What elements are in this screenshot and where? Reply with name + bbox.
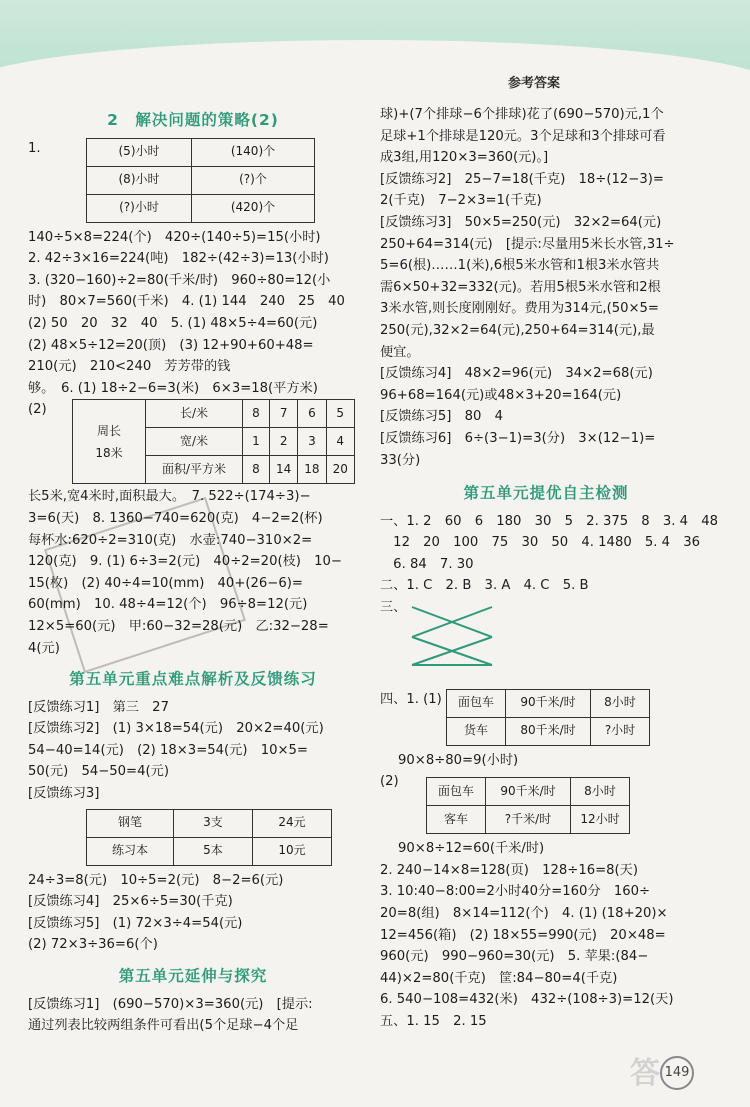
q4-label-2: (2) [380,774,399,790]
section-title-unit5-extension: 第五单元延伸与探究 [118,967,268,986]
text-line: 三、 [380,600,407,616]
q6-block [28,399,358,484]
text-line: 长5米,宽4米时,面积最大。 7. 522÷(174÷3)− [28,489,311,505]
table-cell: 面包车 [447,689,506,717]
text-line: 3米水管,则长度刚刚好。费用为314元,(50×5= [380,301,659,317]
table-cell: 6 [298,400,326,428]
text-line: [反馈练习2] (1) 3×18=54(元) 20×2=40(元) [28,721,324,737]
q6-side-label: 周长 18米 [73,400,146,484]
text-line: (2) 48×5÷12=20(顶) (3) 12+90+60+48= [28,337,314,353]
text-line: 120(克) 9. (1) 6÷3=2(元) 40÷2=20(枝) 10− [28,554,342,570]
table-cell: 80千米/时 [506,717,591,745]
table-cell: (?)个 [192,166,315,194]
q1-table [86,138,315,223]
text-line: 210(元) 210<240 芳芳带的钱 [28,359,231,375]
text-line: 足球+1个排球是120元。3个足球和3个排球可看 [380,128,666,144]
text-line: 20=8(组) 8×14=112(个) 4. (1) (18+20)× [380,906,668,922]
table-cell: 练习本 [87,837,174,865]
table-cell: 客车 [427,806,486,834]
table-cell: 90千米/时 [486,778,571,806]
lines-a-right [380,104,712,471]
q1-block [28,138,358,223]
text-line: [反馈练习3] [28,786,100,802]
text-line: 够。 6. (1) 18÷2−6=3(米) 6×3=18(平方米) [28,380,318,396]
lines-c [28,697,358,805]
lines-c-right [380,838,712,1032]
table-cell: (?)小时 [87,194,192,222]
table-cell: 2 [270,428,298,456]
lines-d [28,870,358,956]
table-cell: 货车 [447,717,506,745]
text-line: [反馈练习6] 6÷(3−1)=3(分) 3×(12−1)= [380,430,656,446]
text-line: [反馈练习5] 80 4 [380,409,503,425]
text-line: [反馈练习2] 25−7=18(千克) 18÷(12−3)= [380,171,664,187]
table-cell: 长/米 [146,400,243,428]
text-line: 2(千克) 7−2×3=1(千克) [380,193,542,209]
text-line: 一、1. 2 60 6 180 30 5 2. 375 8 3. 4 48 [380,513,719,529]
table-cell: 20 [326,456,354,484]
table-cell: 1 [243,428,270,456]
text-line: 3. 10:40−8:00=2小时40分=160分 160÷ [380,884,651,900]
text-line: [反馈练习5] (1) 72×3÷4=54(元) [28,915,243,931]
q1-label: 1. [28,140,41,156]
text-line: 15(枚) (2) 40÷4=10(mm) 40+(26−6)= [28,575,303,591]
lines-b [28,486,358,659]
text-line: 3=6(天) 8. 1360−740=620(克) 4−2=2(杯) [28,510,323,526]
text-line: 12=456(箱) (2) 18×55=990(元) 20×48= [380,927,666,943]
table-cell: ?小时 [591,717,650,745]
text-line: 需6×50+32=332(元)。若用5根5米水管和2根 [380,279,661,295]
text-line: 4(元) [28,640,60,656]
table-cell: 10元 [253,837,332,865]
table-cell: 7 [270,400,298,428]
text-line: 便宜。 [380,344,420,360]
q4-table-2 [426,777,630,834]
section-title-unit5-test: 第五单元提优自主检测 [463,484,629,503]
table-cell: 14 [270,456,298,484]
lines-e [28,994,358,1037]
text-line: 2. 240−14×8=128(页) 128÷16=8(天) [380,862,639,878]
table-cell: 24元 [253,809,332,837]
q4-1-block [380,689,712,746]
matching-diagram [380,619,712,689]
q4-label: 四、1. (1) [380,691,442,707]
text-line: 五、1. 15 2. 15 [380,1014,487,1029]
table-cell: 宽/米 [146,428,243,456]
text-line: 球)+(7个排球−6个排球)花了(690−570)元,1个 [380,107,664,122]
text-line: 33(分) [380,452,421,468]
table-cell: 18 [298,456,326,484]
text-line: 60(mm) 10. 48÷4=12(个) 96÷8=12(元) [28,597,308,613]
text-line: 每杯水:620÷2=310(克) 水壶:740−310×2= [28,532,313,548]
table-cell: 12小时 [571,806,630,834]
lines-a [28,227,358,400]
table-cell: 3支 [174,809,253,837]
text-line: 44)×2=80(千克) 筐:84−80=4(千克) [380,970,618,986]
text-line: 250+64=314(元) [提示:尽量用5米长水管,31÷ [380,236,675,252]
text-line: 5=6(根)……1(米),6根5米水管和1根3米水管共 [380,258,660,274]
q6-label: (2) [28,402,47,418]
header-label: 参考答案 [508,76,561,91]
table-cell: 3 [298,428,326,456]
page-number: 149 [660,1056,694,1090]
q4-2-block [380,771,712,834]
right-column [380,104,719,1033]
table-cell: 面包车 [427,778,486,806]
text-line: 140÷5×8=224(个) 420÷(140÷5)=15(小时) [28,229,321,245]
text-line: 2. 42÷3×16=224(吨) 182÷(42÷3)=13(小时) [28,251,329,267]
text-line: (2) 72×3÷36=6(个) [28,937,158,953]
table-cell: 90千米/时 [506,689,591,717]
left-column [28,104,358,1037]
text-line: [反馈练习1] (690−570)×3=360(元) [提示: [28,996,313,1012]
section-title-unit5-keypoints: 第五单元重点难点解析及反馈练习 [69,670,317,689]
text-line: 24÷3=8(元) 10÷5=2(元) 8−2=6(元) [28,872,284,888]
text-line: (2) 50 20 32 40 5. (1) 48×5÷4=60(元) [28,315,318,331]
table-cell: 8 [243,400,270,428]
text-line: 96+68=164(元)或48×3+20=164(元) [380,387,622,403]
table-cell: 8 [243,456,270,484]
text-line: 3. (320−160)÷2=80(千米/时) 960÷80=12(小 [28,272,331,288]
fb3-table [86,809,332,866]
text-line: 12×5=60(元) 甲:60−32=28(元) 乙:32−28= [28,618,329,634]
matching-lines [402,601,522,671]
table-cell: ?千米/时 [486,806,571,834]
table-cell: (420)个 [192,194,315,222]
text-line: 通过列表比较两组条件可看出(5个足球−4个足 [28,1018,299,1034]
table-cell: 5 [326,400,354,428]
table-cell: (5)小时 [87,138,192,166]
q6-table [72,399,355,484]
table-cell: 面积/平方米 [146,456,243,484]
table-cell: (140)个 [192,138,315,166]
text-line: 时) 80×7=560(千米) 4. (1) 144 240 25 40 [28,294,345,310]
text-line: [反馈练习3] 50×5=250(元) 32×2=64(元) [380,214,662,230]
watermark-logo: 答 [630,1056,660,1091]
table-cell: 4 [326,428,354,456]
text-line: 成3组,用120×3=360(元)。] [380,150,549,166]
text-line: 90×8÷80=9(小时) [398,752,519,768]
text-line: 二、1. C 2. B 3. A 4. C 5. B [380,578,589,594]
text-line: [反馈练习4] 25×6÷5=30(千克) [28,894,233,910]
text-line: [反馈练习4] 48×2=96(元) 34×2=68(元) [380,366,653,382]
text-line: 960(元) 990−960=30(元) 5. 苹果:(84− [380,949,649,965]
text-line: 90×8÷12=60(千米/时) [398,841,545,857]
text-line: 6. 540−108=432(米) 432÷(108÷3)=12(天) [380,992,674,1008]
table-cell: (8)小时 [87,166,192,194]
text-line: 50(元) 54−50=4(元) [28,764,169,780]
section-title-strategy: 2 解决问题的策略(2) [107,111,279,129]
text-line: 12 20 100 75 30 50 4. 1480 5. 4 36 [380,535,701,551]
table-cell: 钢笔 [87,809,174,837]
text-line: [反馈练习1] 第三 27 [28,699,169,715]
table-cell: 5本 [174,837,253,865]
text-line: 54−40=14(元) (2) 18×3=54(元) 10×5= [28,742,308,758]
text-line: 6. 84 7. 30 [380,556,474,572]
q4-table-1 [446,689,650,746]
table-cell: 8小时 [571,778,630,806]
table-cell: 8小时 [591,689,650,717]
text-line: 250(元),32×2=64(元),250+64=314(元),最 [380,322,655,338]
